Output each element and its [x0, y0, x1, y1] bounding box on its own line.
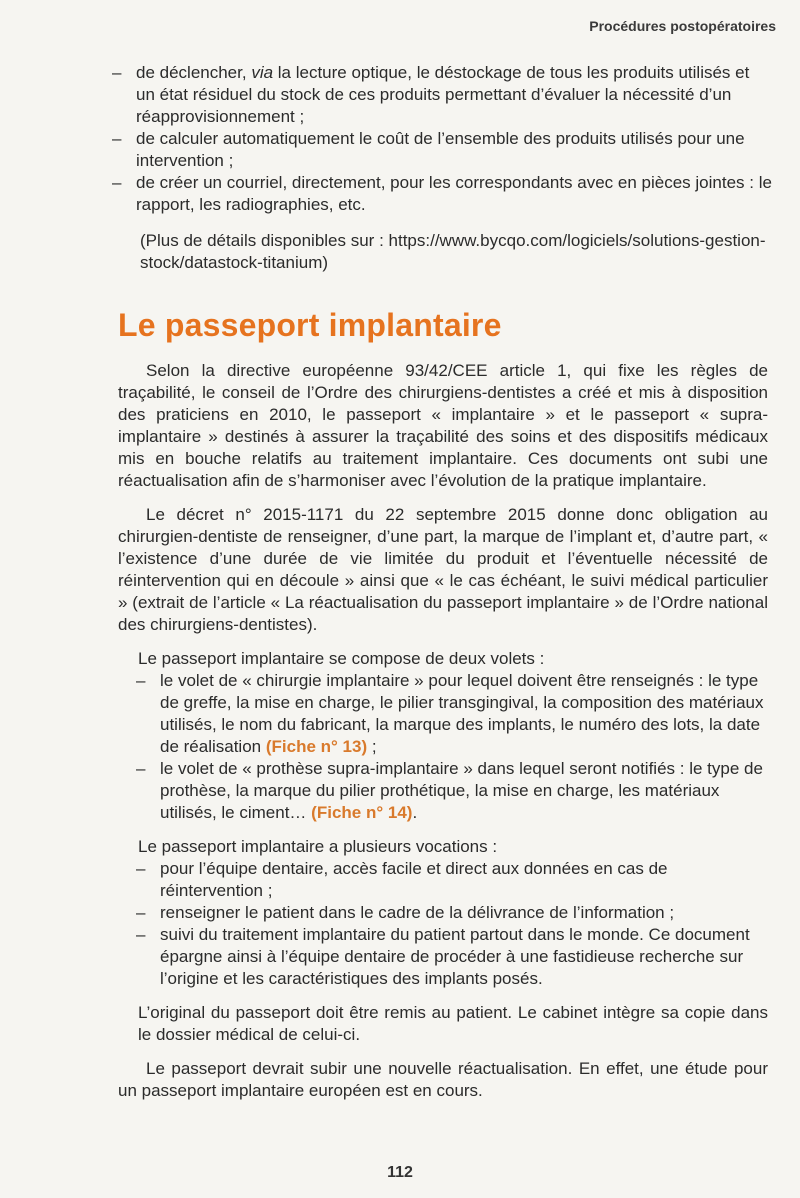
vocations-list — [136, 858, 768, 990]
paragraph-original: L’original du passeport doit être remis au patient. Le cabinet intègre sa copie dans le dossier médical de celui-ci. — [138, 1003, 768, 1044]
paragraph-vocations-intro: Le passeport implantaire a plusieurs vocations : — [138, 837, 498, 856]
list-item: – de créer un courriel, directement, pour les correspondants avec en pièces jointes : le rapport, les radiographies, etc. — [112, 172, 772, 216]
section-body — [118, 360, 768, 1102]
paragraph-decret: Le décret n° 2015-1171 du 22 septembre 2015 donne donc obligation au chirurgien-dentiste de renseigner, d’une part, la marque de l’implant et, d’autre part, « l’existence d’une durée de vie limitée du produit et l’éventuelle nécessité de réintervention qui en découle » ainsi que « le cas échéant, le suivi médical particulier » (extrait de l’article « La réactualisation du passeport implantaire » de l’Ordre national des chirurgiens-dentistes). — [118, 505, 768, 634]
list-item: – le volet de « chirurgie implantaire » pour lequel doivent être renseignés : le type de greffe, la mise en charge, le pilier transgingival, la composition des matériaux utilisés, le nom du fabricant, la marque des implants, le numéro des lots, la date de réalisation (Fiche n° 13) ; — [136, 670, 768, 758]
page-number: 112 — [387, 1164, 413, 1181]
list-item: – pour l’équipe dentaire, accès facile et direct aux données en cas de réintervention ; — [136, 858, 768, 902]
section-title: Le passeport implantaire — [118, 307, 502, 343]
volets-list — [136, 670, 768, 824]
top-list — [112, 62, 772, 216]
list-item: – renseigner le patient dans le cadre de la délivrance de l’information ; — [136, 902, 768, 924]
list-item: – de calculer automatiquement le coût de l’ensemble des produits utilisés pour une intervention ; — [112, 128, 772, 172]
fiche-14-link[interactable]: (Fiche n° 14) — [311, 803, 413, 822]
list-item: – de déclencher, via la lecture optique, le déstockage de tous les produits utilisés et un état résiduel du stock de ces produits permettant d’évaluer la nécessité d’un réapprovisionnement ; — [112, 62, 772, 128]
top-list-block — [112, 62, 772, 274]
paragraph-reactualisation: Le passeport devrait subir une nouvelle réactualisation. En effet, une étude pour un passeport implantaire européen est en cours. — [118, 1059, 768, 1100]
list-item: – le volet de « prothèse supra-implantaire » dans lequel seront notifiés : le type de prothèse, la marque du pilier prothétique, la mise en charge, les matériaux utilisés, le ciment… (Fiche n° 14). — [136, 758, 768, 824]
details-note: (Plus de détails disponibles sur : https://www.bycqo.com/logiciels/solutions-gestion-stock/datastock-titanium) — [140, 231, 766, 272]
fiche-13-link[interactable]: (Fiche n° 13) — [265, 737, 368, 756]
running-header: Procédures postopératoires — [589, 18, 776, 34]
list-item: – suivi du traitement implantaire du patient partout dans le monde. Ce document épargne ainsi à l’équipe dentaire de procéder à une fastidieuse recherche sur l’origine et les caractéristiques des implants posés. — [136, 924, 768, 990]
paragraph-volets-intro: Le passeport implantaire se compose de deux volets : — [138, 649, 545, 668]
paragraph-directive: Selon la directive européenne 93/42/CEE article 1, qui fixe les règles de traçabilité, le conseil de l’Ordre des chirurgiens-dentistes a créé et mis à disposition des praticiens en 2010, le passeport « implantaire » et le passeport « supra-implantaire » destinés à assurer la traçabilité des soins et des dispositifs médicaux mis en bouche relatifs au traitement implantaire. Ces documents ont subi une réactualisation afin de s’harmoniser avec l’évolution de la pratique implantaire. — [118, 361, 768, 490]
